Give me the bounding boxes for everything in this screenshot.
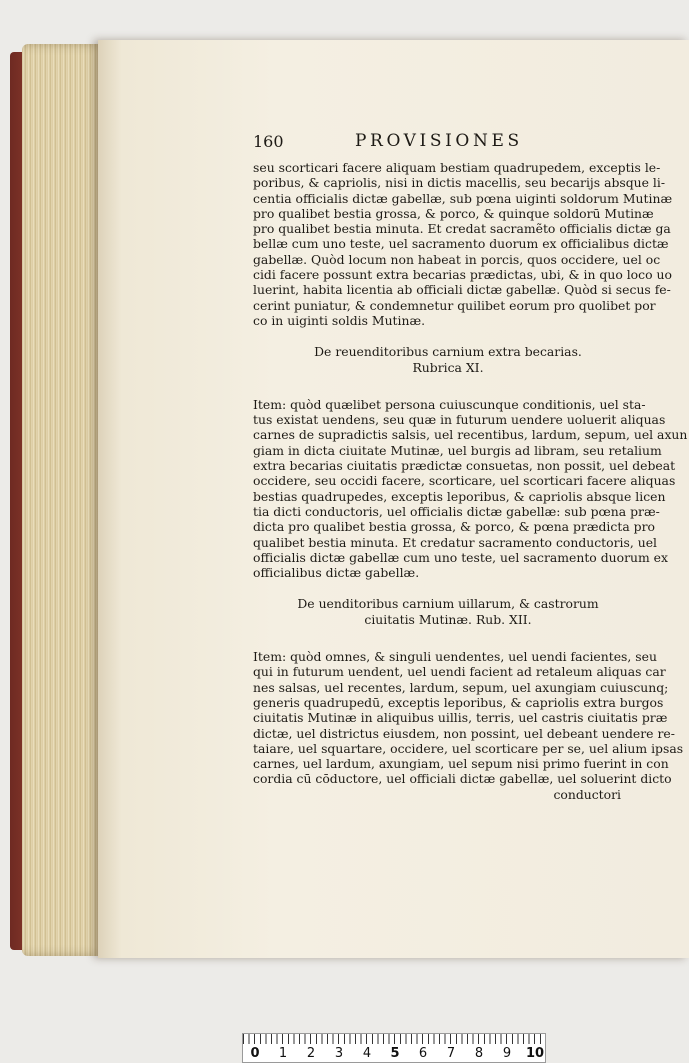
text-line: ciuitatis Mutinæ in aliquibus uillis, terris, uel castris ciuitatis præ <box>253 710 668 726</box>
text-line: tus existat uendens, seu quæ in futurum uendere uoluerit aliquas <box>253 412 666 428</box>
text-line: qui in futurum uendent, uel uendi facient ad retaleum aliquas car <box>253 664 666 680</box>
scale-ruler <box>242 1033 546 1063</box>
section-heading-xi <box>253 344 643 375</box>
text-line: poribus, & capriolis, nisi in dictis macellis, seu becarijs absque li- <box>253 175 666 191</box>
text-line: extra becarias ciuitatis prædictæ consuetas, non possit, uel debeat <box>253 458 676 474</box>
text-line: cordia cū cōductore, uel officiali dictæ gabellæ, uel soluerint dicto <box>253 771 672 787</box>
section-heading-xii <box>253 596 643 627</box>
text-line: Item: quòd omnes, & singuli uendentes, uel uendi facientes, seu <box>253 649 657 665</box>
page-edges <box>22 44 110 956</box>
ruler-number: 9 <box>502 1046 512 1061</box>
catchword: conductori <box>553 786 621 802</box>
ruler-number: 4 <box>362 1046 372 1061</box>
text-line: pro qualibet bestia grossa, & porco, & quinque soldorū Mutinæ <box>253 205 654 221</box>
text-line: luerint, habita licentia ab officiali dictæ gabellæ. Quòd si secus fe- <box>253 282 671 298</box>
text-line: giam in dicta ciuitate Mutinæ, uel burgis ad libram, seu retalium <box>253 442 662 458</box>
text-line: nes salsas, uel recentes, lardum, sepum, uel axungiam cuiuscunq; <box>253 679 669 695</box>
text-line: taiare, uel squartare, occidere, uel scorticare per se, uel alium ipsas <box>253 740 684 756</box>
text-line: carnes, uel lardum, axungiam, uel sepum nisi primo fuerint in con <box>253 756 669 772</box>
text-line: officialis dictæ gabellæ cum uno teste, uel sacramento duorum ex <box>253 549 668 565</box>
ruler-number: 8 <box>474 1046 484 1061</box>
ruler-number: 5 <box>390 1046 400 1061</box>
heading-line: De reuenditoribus carnium extra becarias. <box>314 344 582 360</box>
paragraph-2 <box>253 396 688 581</box>
ruler-number: 7 <box>446 1046 456 1061</box>
heading-line: De uenditoribus carnium uillarum, & castrorum <box>297 596 599 612</box>
ruler-ticks <box>243 1034 545 1044</box>
running-head: PROVISIONES <box>355 131 523 151</box>
paragraph-3 <box>253 649 684 802</box>
ruler-numbers <box>243 1045 545 1063</box>
heading-line: Rubrica XI. <box>412 359 484 375</box>
text-line: dictæ, uel districtus eiusdem, non possint, uel debeant uendere re- <box>253 725 675 741</box>
text-line: Item: quòd quælibet persona cuiuscunque conditionis, uel sta- <box>253 396 646 412</box>
text-line: officialibus dictæ gabellæ. <box>253 565 420 581</box>
text-line: cerint puniatur, & condemnetur quilibet eorum pro quolibet por <box>253 297 656 313</box>
heading-line: ciuitatis Mutinæ. Rub. XII. <box>364 611 532 627</box>
text-line: bellæ cum uno teste, uel sacramento duorum ex officialibus dictæ <box>253 236 669 252</box>
text-line: qualibet bestia minuta. Et credatur sacramento conductoris, uel <box>253 534 658 550</box>
paragraph-1 <box>253 160 673 328</box>
ruler-number: 3 <box>334 1046 344 1061</box>
text-line: pro qualibet bestia minuta. Et credat sacramẽto officialis dictæ ga <box>253 221 671 237</box>
text-line: dicta pro qualibet bestia grossa, & porco, & pœna prædicta pro <box>253 519 655 535</box>
text-line: co in uiginti soldis Mutinæ. <box>253 312 426 328</box>
text-line: generis quadrupedū, exceptis leporibus, & capriolis extra burgos <box>253 694 664 710</box>
page-text <box>253 131 688 802</box>
text-line: centia officialis dictæ gabellæ, sub pœna uiginti soldorum Mutinæ <box>253 190 673 206</box>
text-line: cidi facere possunt extra becarias prædictas, ubi, & in quo loco uo <box>253 267 672 283</box>
page-number: 160 <box>253 132 284 151</box>
ruler-number: 1 <box>278 1046 288 1061</box>
text-line: seu scorticari facere aliquam bestiam quadrupedem, exceptis le- <box>253 160 661 175</box>
ruler-number: 10 <box>525 1046 545 1061</box>
page-header <box>253 131 643 160</box>
text-line: tia dicti conductoris, uel officialis dictæ gabellæ: sub pœna præ- <box>253 503 660 519</box>
text-line: occidere, seu occidi facere, scorticare, uel scorticari facere aliquas <box>253 473 676 489</box>
ruler-number: 2 <box>306 1046 316 1061</box>
text-line: bestias quadrupedes, exceptis leporibus, & capriolis absque licen <box>253 488 666 504</box>
ruler-number: 6 <box>418 1046 428 1061</box>
text-line: gabellæ. Quòd locum non habeat in porcis, quos occidere, uel oc <box>253 251 661 267</box>
text-line: carnes de supradictis salsis, uel recentibus, lardum, sepum, uel axun <box>253 427 688 443</box>
ruler-number: 0 <box>250 1046 260 1061</box>
